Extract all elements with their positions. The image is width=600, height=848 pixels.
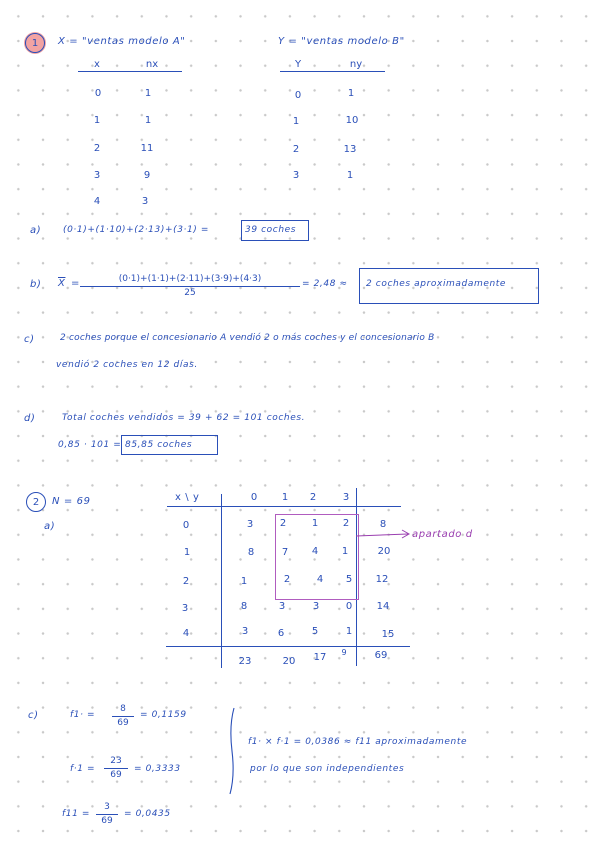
sample-size: N = 69 xyxy=(52,496,91,507)
mean-numerator: (0·1)+(1·1)+(2·11)+(3·9)+(4·3) xyxy=(118,274,262,284)
part-d-line-1: Total coches vendidos = 39 + 62 = 101 coches. xyxy=(62,413,306,423)
table-cell: 4 xyxy=(311,546,319,557)
header-rule xyxy=(167,506,401,507)
table-b-header-y: Y xyxy=(294,59,302,70)
independence-conclusion: por lo que son independientes xyxy=(250,764,405,774)
totals-rule xyxy=(166,646,410,647)
table-b-header-ny: ny xyxy=(349,59,363,70)
table-row: 1 xyxy=(144,88,152,99)
table-row: 1 xyxy=(347,88,355,99)
f2-den: 69 xyxy=(110,770,122,780)
arrow-icon xyxy=(356,526,416,546)
table-row: 1 xyxy=(346,170,354,181)
table-cell: 2 xyxy=(279,518,287,529)
fraction-bar xyxy=(112,716,134,717)
part-a-expression: (0·1)+(1·10)+(2·13)+(3·1) = xyxy=(63,225,210,235)
table-a-header-x: x xyxy=(94,59,100,70)
part-b-result: 2 coches aproximadamente xyxy=(366,279,507,289)
table-corner: x \ y xyxy=(175,492,200,503)
table-cell: 3 xyxy=(241,626,249,637)
f1-dot-value: = 0,1159 xyxy=(140,710,187,720)
row-header-rule xyxy=(221,494,222,668)
table-row: 2 xyxy=(292,144,300,155)
table-row: 9 xyxy=(143,170,151,181)
row-header: 0 xyxy=(182,520,190,531)
row-total: 8 xyxy=(379,519,387,530)
mean-fraction xyxy=(80,275,300,298)
table-cell: 1 xyxy=(240,576,248,587)
table-cell: 1 xyxy=(345,626,353,637)
table-row: 13 xyxy=(343,144,357,155)
col-header: 3 xyxy=(342,492,350,503)
part-d-line-2: 0,85 · 101 = xyxy=(58,440,122,450)
f-dot1-label: f·1 = xyxy=(70,764,96,774)
f1-den: 69 xyxy=(117,718,129,728)
y-definition: Y = "ventas modelo B" xyxy=(278,36,405,47)
table-row: 3 xyxy=(93,170,101,181)
part-c-label: c) xyxy=(24,334,35,345)
f-dot1-fraction xyxy=(104,757,128,780)
f2-num: 23 xyxy=(110,756,122,766)
table-cell: 5 xyxy=(311,626,319,637)
table-cell: 2 xyxy=(283,574,291,585)
row-total: 15 xyxy=(381,629,395,640)
table-cell: 3 xyxy=(246,519,254,530)
table-row: 4 xyxy=(93,196,101,207)
highlight-region xyxy=(275,514,359,600)
x-definition: X = "ventas modelo A" xyxy=(58,36,186,47)
table-row: 10 xyxy=(345,115,359,126)
fraction-bar xyxy=(104,768,128,769)
part-c-line-2: vendió 2 coches en 12 días. xyxy=(56,360,198,370)
f3-num: 3 xyxy=(104,802,110,812)
mean-denominator: 25 xyxy=(184,288,196,298)
table-row: 2 xyxy=(93,143,101,154)
bracket xyxy=(226,706,238,796)
row-header: 3 xyxy=(181,603,189,614)
table-cell: 3 xyxy=(278,601,286,612)
f3-den: 69 xyxy=(101,816,113,826)
row-header: 4 xyxy=(182,628,190,639)
row-total: 12 xyxy=(375,574,389,585)
part-d-result: 85,85 coches xyxy=(125,440,193,450)
col-total: 20 xyxy=(282,656,296,667)
table-row: 11 xyxy=(140,143,154,154)
col-header: 2 xyxy=(309,492,317,503)
f-dot1-value: = 0,3333 xyxy=(134,764,181,774)
exercise-2-number: 2 xyxy=(26,492,46,512)
f1-num: 8 xyxy=(120,704,126,714)
table-row: 1 xyxy=(93,115,101,126)
table-cell: 6 xyxy=(277,628,285,639)
table-cell: 0 xyxy=(345,601,353,612)
table-cell: 5 xyxy=(345,574,353,585)
table-row: 1 xyxy=(292,116,300,127)
part-a-result: 39 coches xyxy=(245,225,297,235)
col-total: 23 xyxy=(238,656,252,667)
col-header: 1 xyxy=(281,492,289,503)
grand-total: 69 xyxy=(374,650,388,661)
row-header: 2 xyxy=(182,576,190,587)
mean-approx: = 2,48 ≈ xyxy=(302,279,348,289)
table-cell: 1 xyxy=(341,546,349,557)
independence-product: f1· × f·1 = 0,0386 ≈ f11 aproximadamente xyxy=(248,737,468,747)
f1-dot-label: f1· = xyxy=(70,710,96,720)
table-row: 3 xyxy=(141,196,149,207)
table-cell: 7 xyxy=(281,547,289,558)
part-a-label: a) xyxy=(30,225,42,236)
part-d-label: d) xyxy=(24,413,36,424)
row-total: 20 xyxy=(377,546,391,557)
part-c-line-1: 2 coches porque el concesionario A vendió 2 o más coches y el concesionario B xyxy=(60,333,435,343)
table-a-header-nx: nx xyxy=(145,59,159,70)
table-cell: 1 xyxy=(311,518,319,529)
table-cell: 4 xyxy=(316,574,324,585)
f11-label: f11 = xyxy=(62,809,91,819)
fraction-bar xyxy=(96,814,118,815)
col-total: 17 xyxy=(313,652,327,663)
table-cell: 8 xyxy=(247,547,255,558)
equals-sign: = xyxy=(71,278,80,289)
table-row: 0 xyxy=(94,88,102,99)
col-total: 9 xyxy=(341,648,347,657)
f1-dot-fraction xyxy=(112,705,134,728)
table-cell: 8 xyxy=(240,601,248,612)
table-cell: 3 xyxy=(312,601,320,612)
row-total: 14 xyxy=(376,601,390,612)
table-row: 0 xyxy=(294,90,302,101)
ex2-part-c-label: c) xyxy=(28,710,39,721)
table-row: 3 xyxy=(292,170,300,181)
mean-symbol: $\overline{X}$ xyxy=(58,278,66,289)
fraction-bar xyxy=(80,286,300,287)
table-b-rule xyxy=(280,71,385,72)
table-row: 1 xyxy=(144,115,152,126)
f11-fraction xyxy=(96,803,118,826)
table-a-rule xyxy=(78,71,182,72)
f11-value: = 0,0435 xyxy=(124,809,171,819)
row-header: 1 xyxy=(183,547,191,558)
ex2-part-a-label: a) xyxy=(44,521,56,532)
table-cell: 2 xyxy=(342,518,350,529)
apartado-note: apartado d xyxy=(412,529,473,540)
part-b-label: b) xyxy=(30,279,42,290)
exercise-1-number: 1 xyxy=(25,33,45,53)
col-header: 0 xyxy=(250,492,258,503)
